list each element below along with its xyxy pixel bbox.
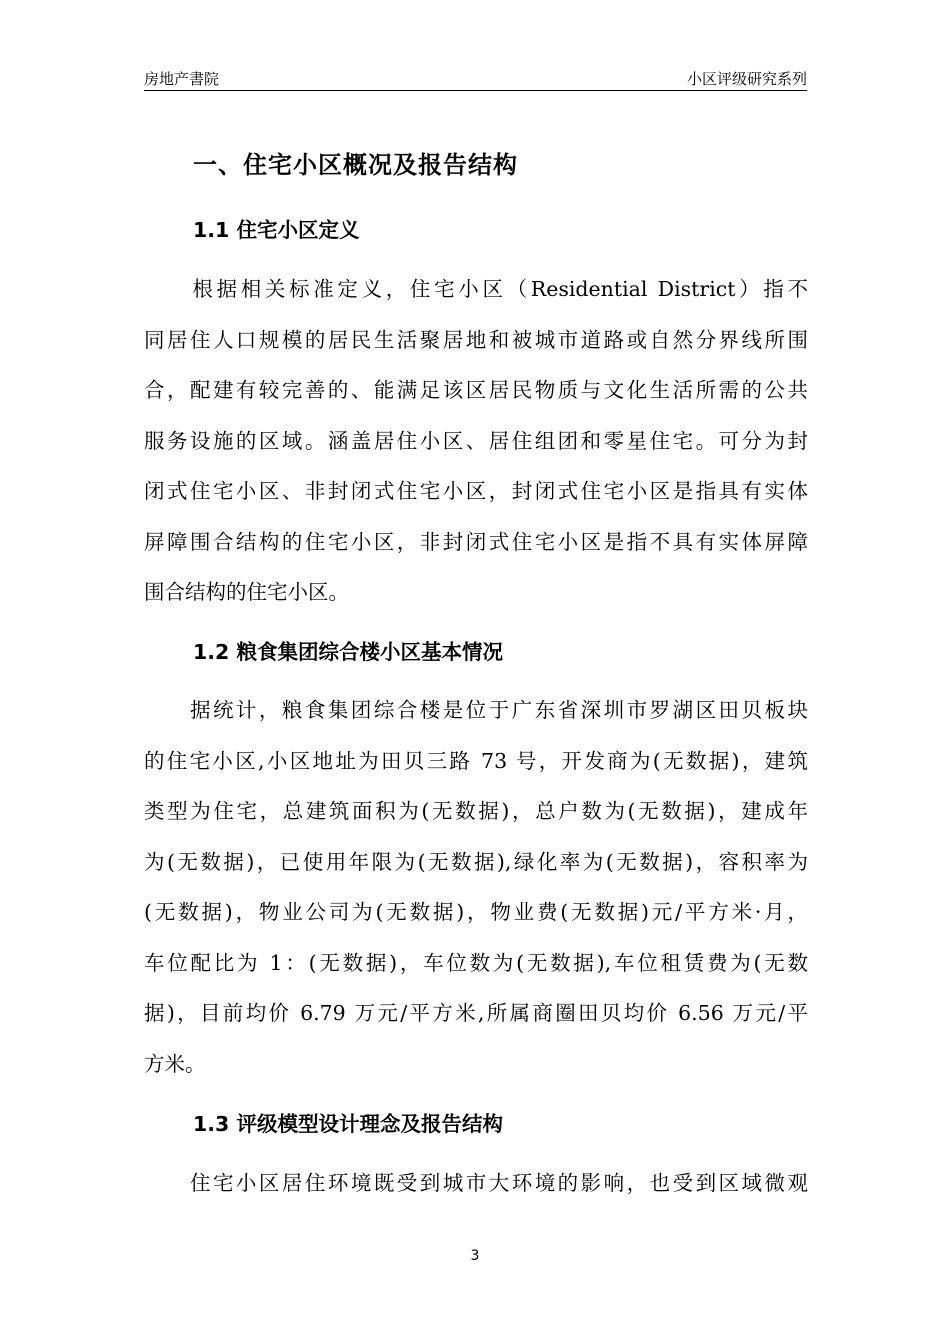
section-title-1-3: 1.3 评级模型设计理念及报告结构 [193,1112,503,1136]
section-title-1-2: 1.2 粮食集团综合楼小区基本情况 [193,640,503,664]
header-publisher: 房地产書院 [144,70,220,88]
text-line: 服务设施的区域。涵盖居住小区、居住组团和零星住宅。可分为封 [144,428,808,453]
text-line: 合，配建有较完善的、能满足该区居民物质与文化生活所需的公共 [144,378,808,402]
section-1-3-paragraph [144,1158,808,1209]
text-line: 方米。 [144,1051,206,1076]
section-1-2-paragraph [144,685,808,1089]
text-line: 车位配比为 1：(无数据)，车位数为(无数据),车位租赁费为(无数 [144,950,808,975]
text-line: 屏障围合结构的住宅小区，非封闭式住宅小区是指不具有实体屏障 [144,529,808,554]
text-line: 闭式住宅小区、非封闭式住宅小区，封闭式住宅小区是指具有实体 [144,479,808,503]
page-number: 3 [470,1248,480,1264]
text-line: (无数据)，物业公司为(无数据)，物业费(无数据)元/平方米·月， [144,900,808,924]
text-line: 的住宅小区,小区地址为田贝三路 73 号，开发商为(无数据)，建筑 [144,748,808,773]
text-line: 据统计，粮食集团综合楼是位于广东省深圳市罗湖区田贝板块 [144,698,808,722]
text-line: 为(无数据)，已使用年限为(无数据),绿化率为(无数据)，容积率为 [144,849,808,874]
chapter-title: 一、住宅小区概况及报告结构 [193,151,518,179]
text-line: 住宅小区居住环境既受到城市大环境的影响，也受到区域微观 [144,1171,808,1195]
header-series: 小区评级研究系列 [686,70,807,88]
section-title-1-1: 1.1 住宅小区定义 [193,218,360,242]
text-line: 根据相关标准定义，住宅小区（Residential District）指不 [144,277,808,301]
text-line: 据)，目前均价 6.79 万元/平方米,所属商圈田贝均价 6.56 万元/平 [144,1001,808,1025]
text-line: 围合结构的住宅小区。 [144,580,349,604]
section-1-1-paragraph [144,264,808,618]
text-line: 类型为住宅，总建筑面积为(无数据)，总户数为(无数据)，建成年 [144,799,808,823]
text-line: 同居住人口规模的居民生活聚居地和被城市道路或自然分界线所围 [144,327,808,352]
page-header [144,66,807,91]
